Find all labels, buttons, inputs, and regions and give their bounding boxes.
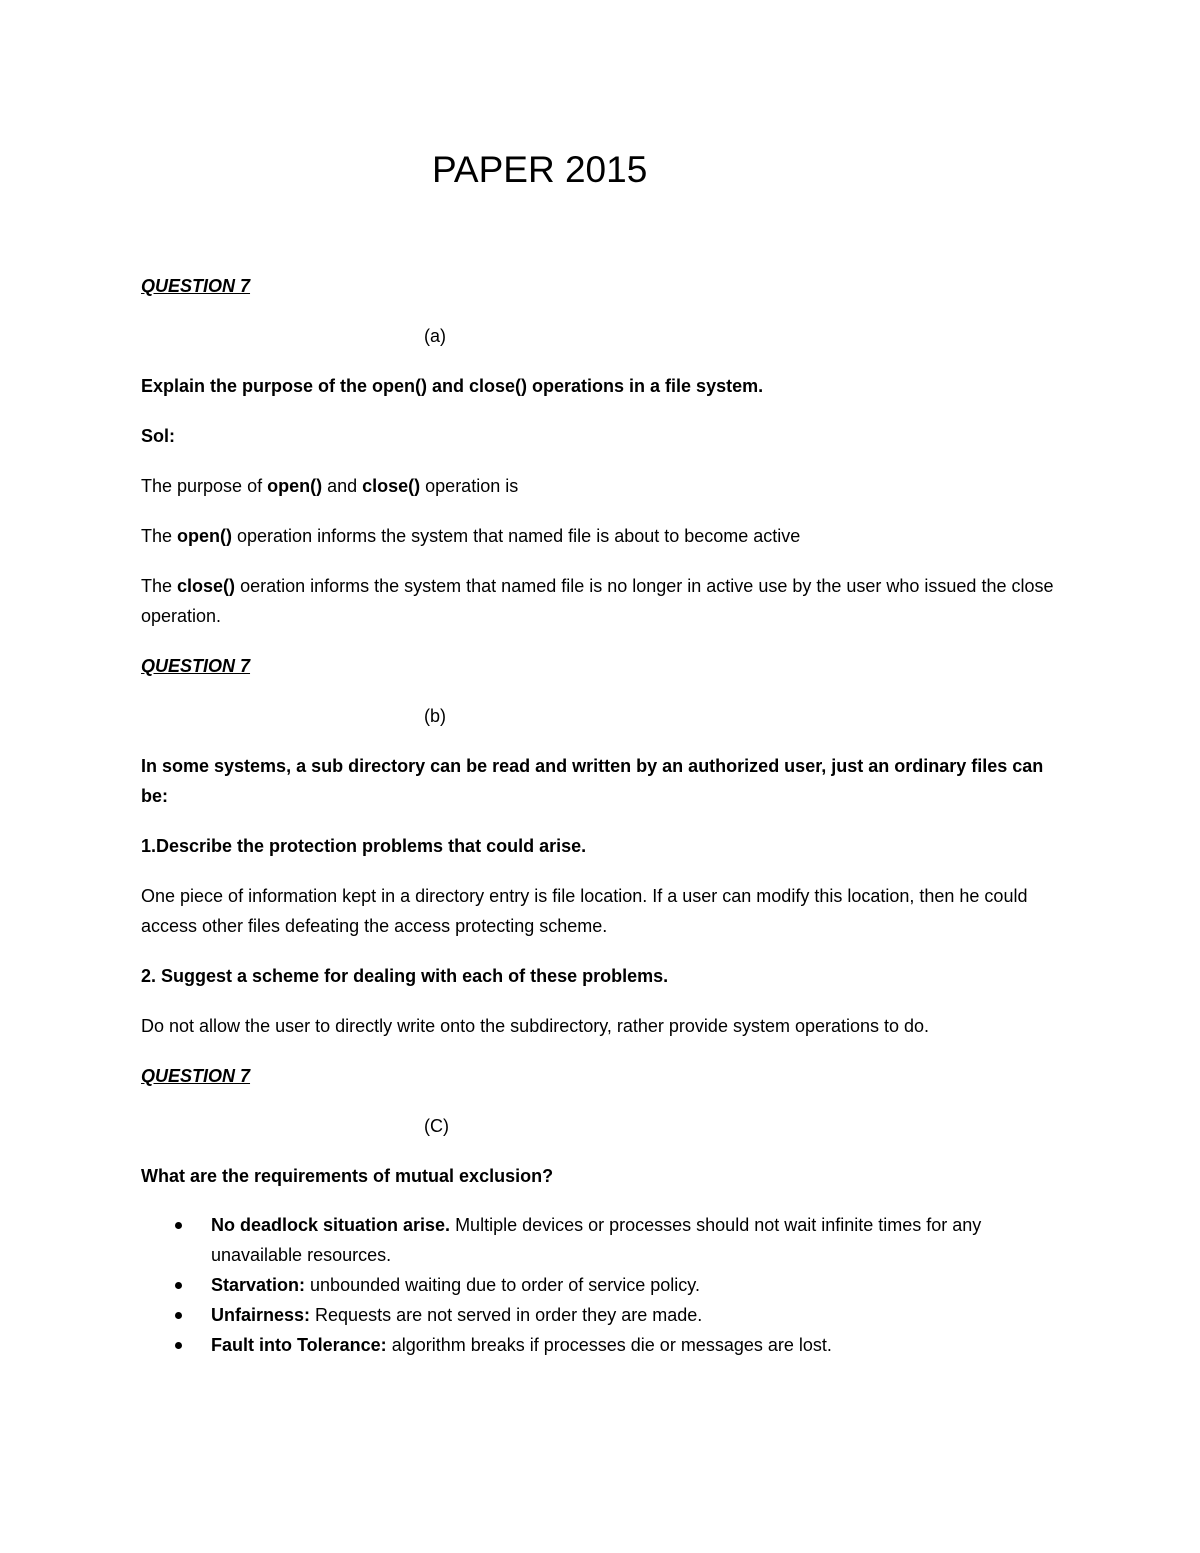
question-heading-a: QUESTION 7 [141,276,251,296]
answer-text: The purpose of [141,476,268,496]
answer-text: and [322,476,363,496]
bullet-icon [175,1342,182,1349]
answer-text: operation informs the system that named file is about to become active [232,526,801,546]
bullet-text: Requests are not served in order they are made. [310,1305,703,1325]
answer-line-close [141,571,1061,631]
sol-label: Sol: [141,426,175,446]
bullet-icon [175,1282,182,1289]
answer-line-open [141,521,800,551]
list-item [141,1300,1071,1330]
bullet-icon [175,1222,182,1229]
answer-text: The [141,576,178,596]
bullet-term: No deadlock situation arise. [211,1215,451,1235]
close-keyword: close() [362,476,421,496]
page-title: PAPER 2015 [432,149,648,190]
bullet-term: Unfairness: [211,1305,311,1325]
question-heading-c: QUESTION 7 [141,1066,251,1086]
question-text-b: In some systems, a sub directory can be read and written by an authorized user, just an ordinary files can be: [141,756,1044,806]
bullet-text: Multiple devices or processes should not wait infinite times for any unavailable resources. [211,1215,982,1265]
bullet-icon [175,1312,182,1319]
close-keyword: close() [177,576,236,596]
bullet-term: Fault into Tolerance: [211,1335,387,1355]
bullet-text: unbounded waiting due to order of service policy. [305,1275,700,1295]
answer-text: operation is [420,476,519,496]
sub-question-2: 2. Suggest a scheme for dealing with each of these problems. [141,966,669,986]
bullet-text: algorithm breaks if processes die or messages are lost. [386,1335,832,1355]
answer-text: The [141,526,178,546]
answer-text: oeration informs the system that named file is no longer in active use by the user who issued the close operation. [141,576,1054,626]
open-keyword: open() [177,526,233,546]
bullet-term: Starvation: [211,1275,306,1295]
list-item [141,1210,1071,1270]
question-heading-b: QUESTION 7 [141,656,251,676]
sub-answer-2: Do not allow the user to directly write onto the subdirectory, rather provide system operations to do. [141,1016,930,1036]
part-label-c: (C) [424,1116,449,1136]
requirements-list [141,1210,1071,1360]
question-text-c: What are the requirements of mutual exclusion? [141,1166,554,1186]
sub-answer-1: One piece of information kept in a directory entry is file location. If a user can modify this location, then he could access other files defeating the access protecting scheme. [141,886,1028,936]
part-label-b: (b) [424,706,446,726]
open-keyword: open() [267,476,323,496]
question-text-a: Explain the purpose of the open() and close() operations in a file system. [141,376,764,396]
sub-question-1: 1.Describe the protection problems that could arise. [141,836,587,856]
part-label-a: (a) [424,326,446,346]
list-item [141,1330,1071,1360]
list-item [141,1270,1071,1300]
answer-line-purpose [141,471,518,501]
